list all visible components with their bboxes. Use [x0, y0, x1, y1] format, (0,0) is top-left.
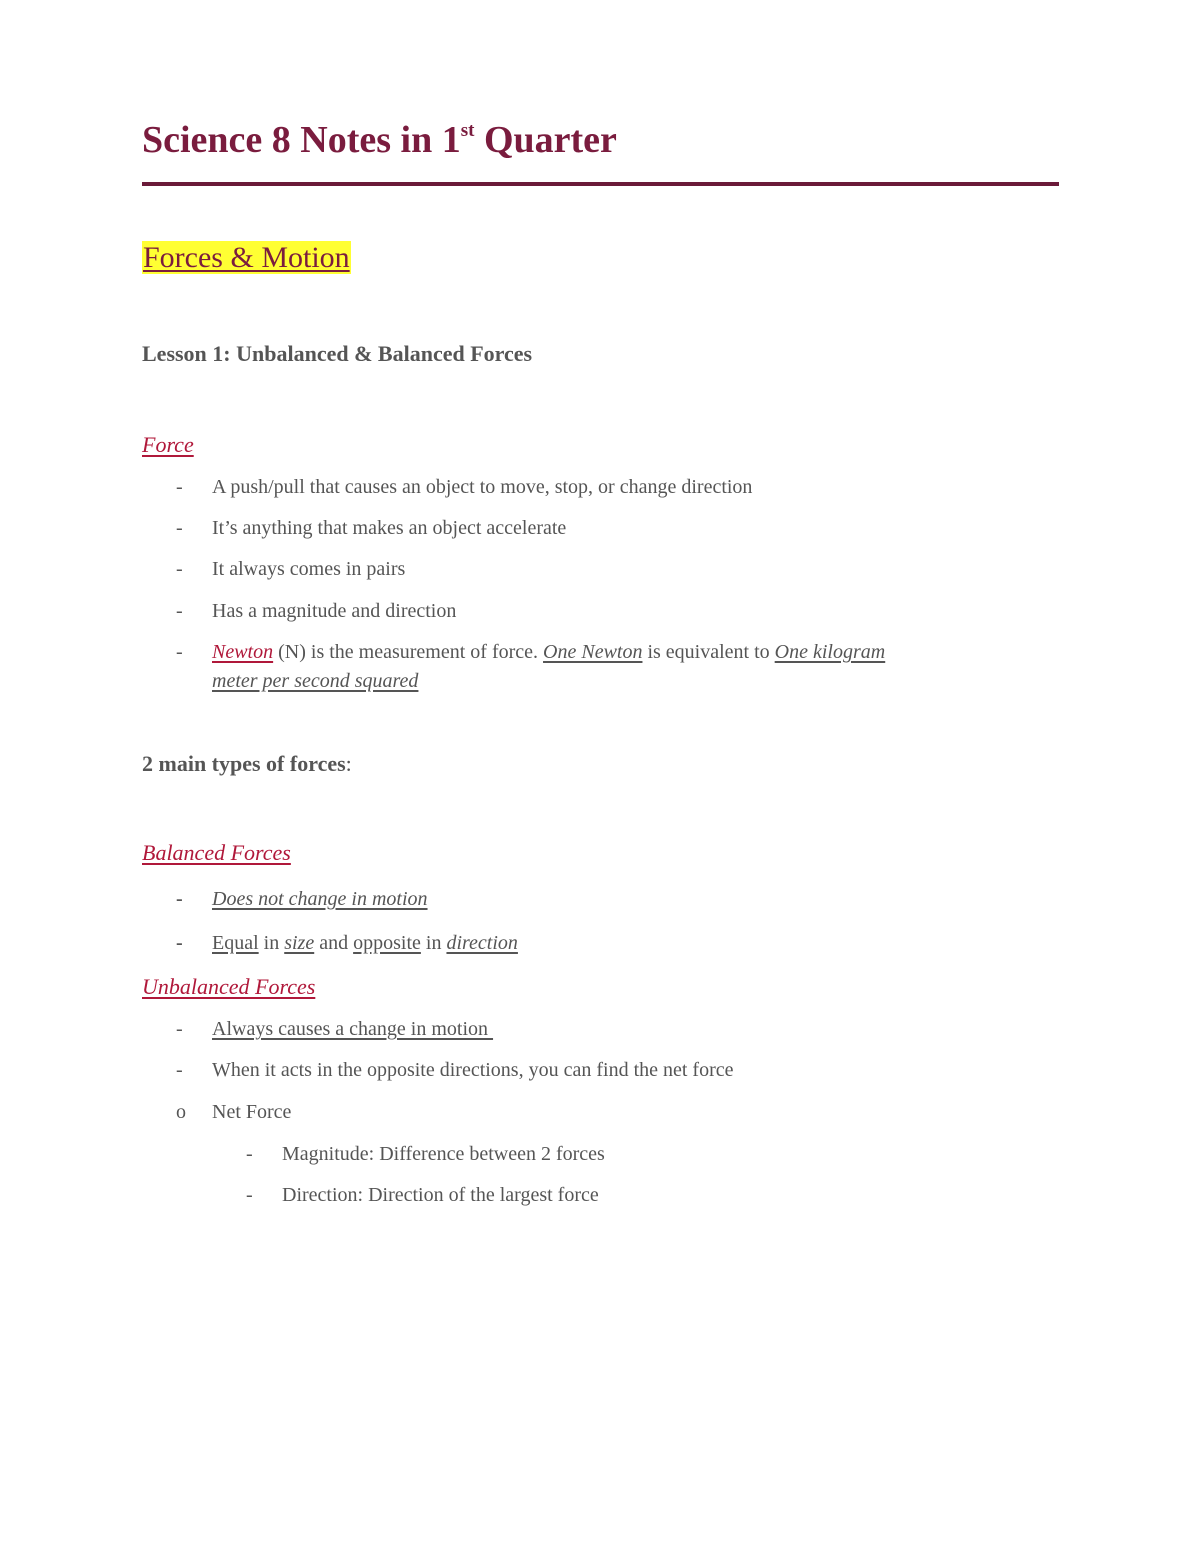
newton-text-1: (N) is the measurement of force.: [273, 641, 544, 663]
dash-marker: -: [176, 600, 183, 622]
circle-marker: o: [176, 1101, 186, 1123]
title-divider: [142, 182, 1059, 186]
dash-marker: -: [176, 517, 183, 539]
word-in: in: [258, 932, 285, 954]
force-heading: Force: [142, 432, 194, 457]
dash-marker: -: [176, 1018, 183, 1040]
word-and: and: [314, 932, 354, 954]
list-item-text: Net Force: [212, 1101, 292, 1123]
word-size: size: [284, 932, 315, 954]
list-item-text: Does not change in motion: [212, 888, 428, 910]
list-item-text: It’s anything that makes an object accelerate: [212, 517, 567, 539]
title-superscript: st: [460, 120, 475, 141]
list-item-text: A push/pull that causes an object to move, stop, or change direction: [212, 476, 753, 498]
word-opposite: opposite: [353, 932, 421, 954]
list-item-text: When it acts in the opposite directions, you can find the net force: [212, 1059, 734, 1081]
kilogram-term-line-1: One kilogram: [774, 641, 886, 663]
list-item-text: Direction: Direction of the largest force: [282, 1184, 599, 1206]
list-item-text: Has a magnitude and direction: [212, 600, 457, 622]
types-title-colon: :: [345, 751, 352, 776]
word-direction: direction: [446, 932, 518, 954]
list-item-text: [212, 638, 1032, 696]
kilogram-term-line-2: meter per second squared: [212, 670, 419, 692]
balanced-forces-heading: Balanced Forces: [142, 840, 291, 865]
dash-marker: -: [176, 932, 183, 954]
list-item-text: It always comes in pairs: [212, 558, 406, 580]
types-of-forces-heading: [142, 748, 352, 780]
dash-marker: -: [246, 1184, 253, 1206]
newton-term: Newton: [212, 641, 274, 663]
title-prefix: Science 8 Notes in 1: [142, 119, 461, 161]
lesson-title: Lesson 1: Unbalanced & Balanced Forces: [142, 341, 533, 366]
types-title-text: 2 main types of forces: [142, 751, 346, 776]
dash-marker: -: [176, 888, 183, 910]
list-item-text: Magnitude: Difference between 2 forces: [282, 1143, 605, 1165]
newton-text-2: is equivalent to: [642, 641, 775, 663]
document-title: [142, 112, 617, 168]
dash-marker: -: [246, 1143, 253, 1165]
dash-marker: -: [176, 558, 183, 580]
dash-marker: -: [176, 641, 183, 663]
dash-marker: -: [176, 476, 183, 498]
list-item-text: [212, 929, 1032, 958]
title-suffix: Quarter: [474, 119, 617, 161]
word-in-2: in: [420, 932, 447, 954]
section-title-highlight: Forces & Motion: [143, 241, 350, 274]
section-title: [142, 237, 351, 279]
word-equal: Equal: [212, 932, 259, 954]
dash-marker: -: [176, 1059, 183, 1081]
unbalanced-forces-heading: Unbalanced Forces: [142, 974, 316, 999]
one-newton-term: One Newton: [543, 641, 643, 663]
list-item-text: Always causes a change in motion: [212, 1018, 494, 1040]
